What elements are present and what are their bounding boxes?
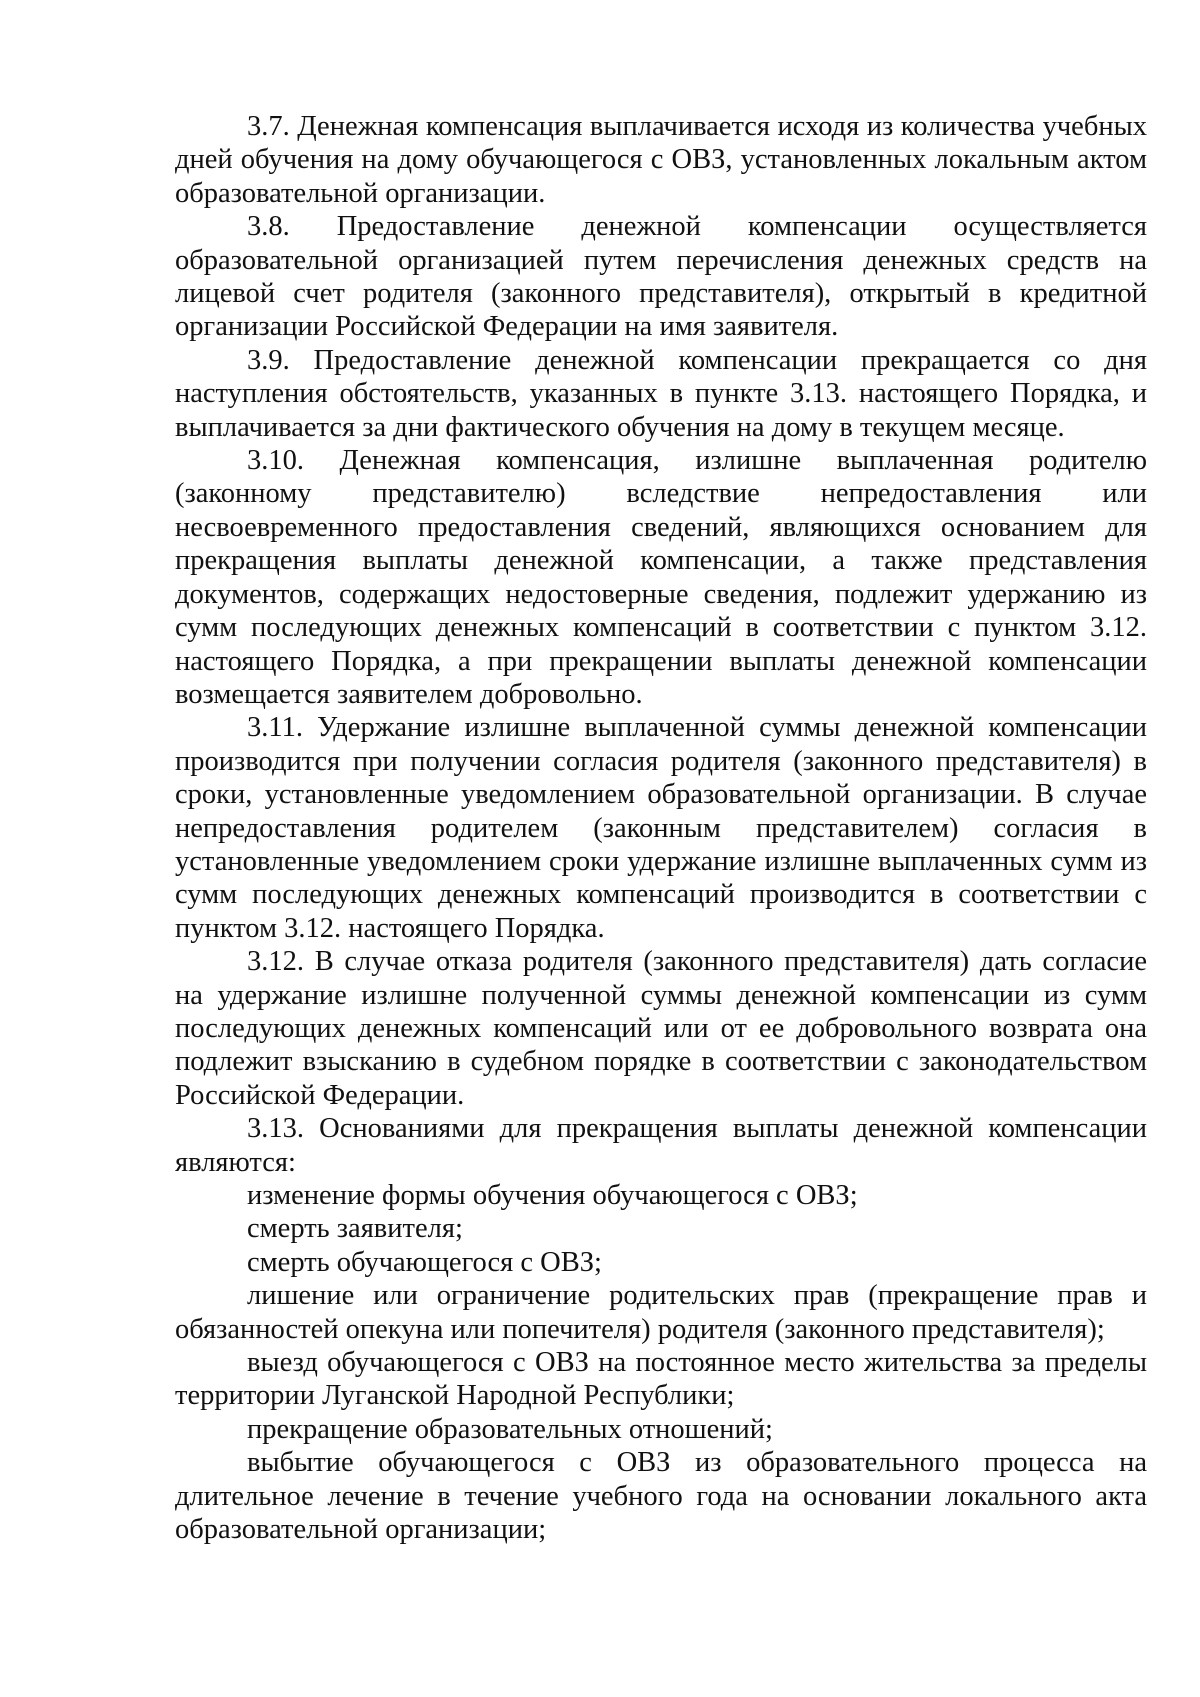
list-item-parental-rights: лишение или ограничение родительских прав (прекращение прав и обязанностей опекуна или попечителя) родителя (законного представителя); [175, 1280, 1147, 1345]
paragraph-3-9: 3.9. Предоставление денежной компенсации прекращается со дня наступления обстоятельств, указанных в пункте 3.13. настоящего Порядка, и выплачивается за дни фактического обучения на дому в текущем месяце. [175, 344, 1147, 443]
paragraph-3-11: 3.11. Удержание излишне выплаченной суммы денежной компенсации производится при получении согласия родителя (законного представителя) в сроки, установленные уведомлением образовательной организации. В случае непредоставления родителем (законным представителем) согласия в установленные уведомлением сроки удержание излишне выплаченных сумм из сумм последующих денежных компенсаций производится в соответствии с пунктом 3.12. настоящего Порядка. [175, 712, 1147, 944]
list-item-form-change: изменение формы обучения обучающегося с ОВЗ; [247, 1180, 858, 1211]
paragraph-3-10: 3.10. Денежная компенсация, излишне выплаченная родителю (законному представителю) вследствие непредоставления или несвоевременного предоставления сведений, являющихся основанием для прекращения выплаты денежной компенсации, а также представления документов, содержащих недостоверные сведения, подлежит удержанию из сумм последующих денежных компенсаций в соответствии с пунктом 3.12. настоящего Порядка, а при прекращении выплаты денежной компенсации возмещается заявителем добровольно. [175, 445, 1147, 710]
list-item-long-treatment: выбытие обучающегося с ОВЗ из образовательного процесса на длительное лечение в течение учебного года на основании локального акта образовательной организации; [175, 1447, 1147, 1546]
list-item-termination: прекращение образовательных отношений; [247, 1413, 773, 1445]
list-item-relocation: выезд обучающегося с ОВЗ на постоянное место жительства за пределы территории Луганской Народной Республики; [175, 1347, 1147, 1412]
list-item-student-death: смерть обучающегося с ОВЗ; [247, 1246, 602, 1278]
list-item-applicant-death: смерть заявителя; [247, 1213, 463, 1245]
paragraph-3-13: 3.13. Основаниями для прекращения выплаты денежной компенсации являются: [175, 1113, 1147, 1178]
paragraph-3-7: 3.7. Денежная компенсация выплачивается исходя из количества учебных дней обучения на дому обучающегося с ОВЗ, установленных локальным актом образовательной организации. [175, 111, 1147, 209]
paragraph-3-8: 3.8. Предоставление денежной компенсации осуществляется образовательной организацией путем перечисления денежных средств на лицевой счет родителя (законного представителя), открытый в кредитной организации Российской Федерации на имя заявителя. [175, 211, 1147, 343]
document-page [175, 110, 1147, 1546]
paragraph-3-12: 3.12. В случае отказа родителя (законного представителя) дать согласие на удержание излишне полученной суммы денежной компенсации из сумм последующих денежных компенсаций или от ее добровольного возврата она подлежит взысканию в судебном порядке в соответствии с законодательством Российской Федерации. [175, 946, 1147, 1111]
